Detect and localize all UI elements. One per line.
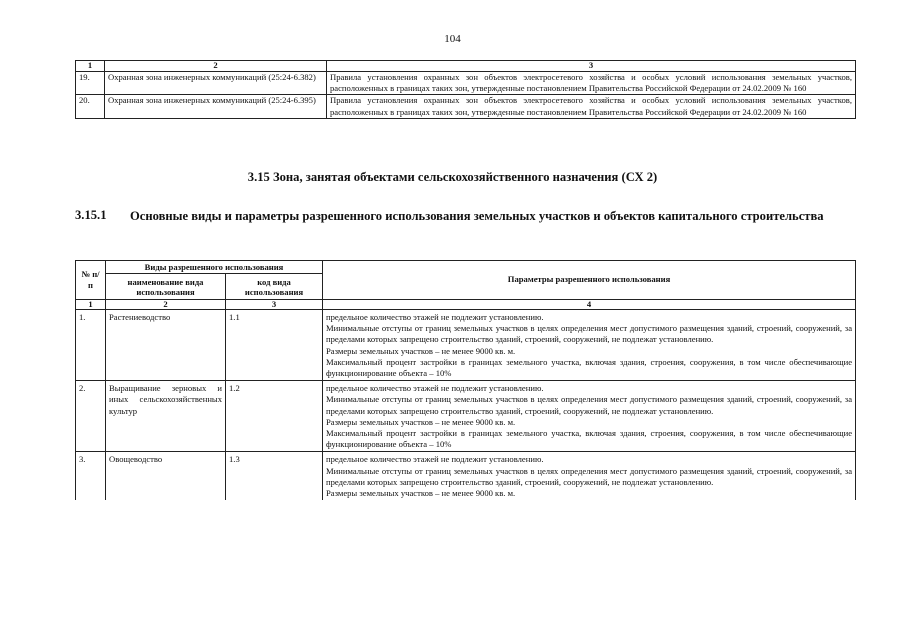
use-params [323,452,856,500]
param-line: Максимальный процент застройки в границах земельного участка, включая здания, строения, сооружения, в том числе обеспечивающие функционирование объекта – 10% [326,428,853,450]
use-code: 1.1 [226,310,323,381]
row-number: 20. [76,95,105,118]
use-params [323,381,856,452]
param-line: предельное количество этажей не подлежит установлению. [326,312,544,322]
header-code: код вида использования [226,274,323,300]
table-row [76,72,856,95]
column-number: 1 [76,300,106,310]
subsection-title: Основные виды и параметры разрешенного использования земельных участков и объектов капитального строительства [130,209,824,223]
protection-zones-table [75,60,856,119]
page-number: 104 [444,33,461,45]
use-params [323,310,856,381]
header-num: № п/п [76,261,106,300]
permitted-use-table [75,260,856,500]
zone-rule: Правила установления охранных зон объектов электросетевого хозяйства и особых условий использования земельных участков, расположенных в границах таких зон, утвержденные постановлением Правительства Российской Федерации от 24.02.2009 № 160 [327,72,856,95]
zone-name: Охранная зона инженерных коммуникаций (25:24-6.395) [105,95,327,118]
param-line: Размеры земельных участков – не менее 9000 кв. м. [326,488,516,499]
column-number: 4 [323,300,856,310]
table-row [76,95,856,118]
zone-rule: Правила установления охранных зон объектов электросетевого хозяйства и особых условий использования земельных участков, расположенных в границах таких зон, утвержденные постановлением Правительства Российской Федерации от 24.02.2009 № 160 [327,95,856,118]
header-params: Параметры разрешенного использования [323,261,856,300]
row-number: 2. [76,381,106,452]
row-number: 1. [76,310,106,381]
header-name: наименование вида использования [106,274,226,300]
column-number: 3 [327,61,856,72]
use-code: 1.3 [226,452,323,500]
row-number: 3. [76,452,106,500]
table-header-row [76,61,856,72]
use-name: Выращивание зерновых и иных сельскохозяйственных культур [106,381,226,452]
table-row [76,452,856,500]
zone-name: Охранная зона инженерных коммуникаций (25:24-6.382) [105,72,327,95]
param-line: Минимальные отступы от границ земельных участков в целях определения мест допустимого размещения зданий, строений, сооружений, за пределами которых запрещено строительство зданий, строений, сооружений, не подлежат установлению. [326,394,853,416]
column-number: 1 [76,61,105,72]
column-number-row [76,300,856,310]
param-line: Размеры земельных участков – не менее 9000 кв. м. [326,416,516,427]
param-line: Минимальные отступы от границ земельных участков в целях определения мест допустимого размещения зданий, строений, сооружений, за пределами которых запрещено строительство зданий, строений, сооружений, не подлежат установлению. [326,465,853,487]
column-number: 2 [106,300,226,310]
row-number: 19. [76,72,105,95]
param-line: Размеры земельных участков – не менее 9000 кв. м. [326,345,516,356]
use-name: Растениеводство [106,310,226,381]
column-number: 2 [105,61,327,72]
use-name: Овощеводство [106,452,226,500]
table-row [76,381,856,452]
param-line: предельное количество этажей не подлежит установлению. [326,454,544,465]
param-line: Минимальные отступы от границ земельных участков в целях определения мест допустимого размещения зданий, строений, сооружений, за пределами которых запрещено строительство зданий, строений, сооружений, не подлежат установлению. [326,323,853,345]
column-number: 3 [226,300,323,310]
subsection-number: 3.15.1 [75,208,107,222]
table-row [76,310,856,381]
param-line: предельное количество этажей не подлежит установлению. [326,383,544,394]
param-line: Максимальный процент застройки в границах земельного участка, включая здания, строения, сооружения, в том числе обеспечивающие функционирование объекта – 10% [326,356,853,379]
header-group: Виды разрешенного использования [106,261,323,274]
table-header-row [76,261,856,274]
use-code: 1.2 [226,381,323,452]
section-title: 3.15 Зона, занятая объектами сельскохозяйственного назначения (СХ 2) [247,170,658,184]
